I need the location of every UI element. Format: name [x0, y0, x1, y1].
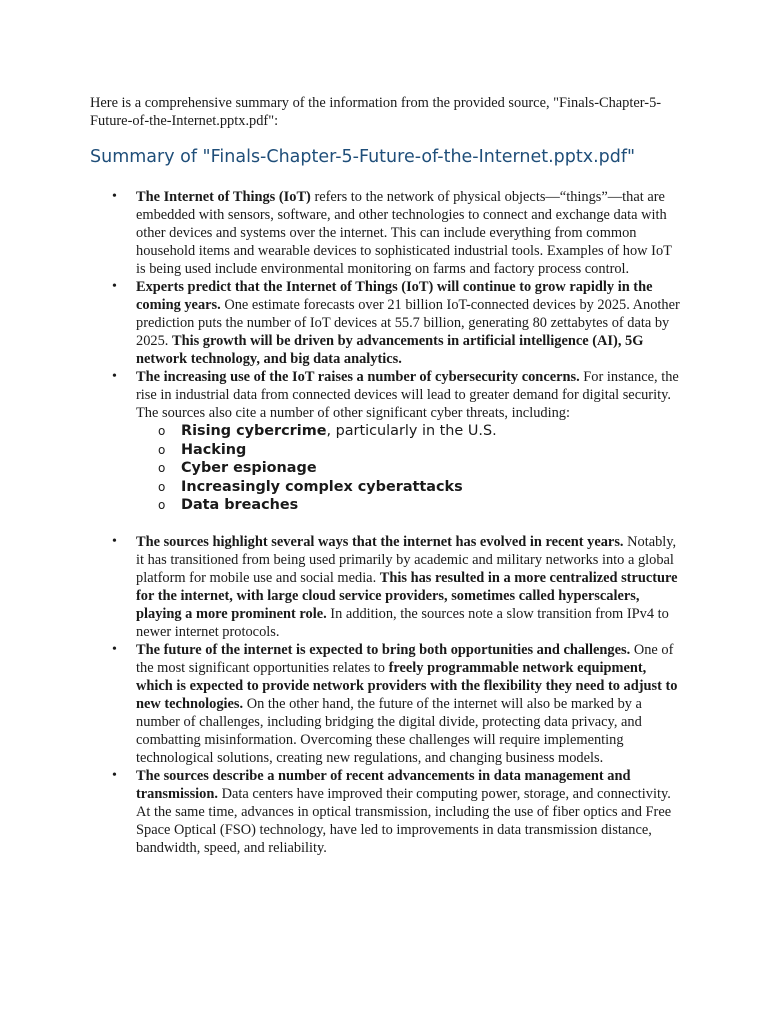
item-bold-text: This has resulted in a more centralized structure for the internet, with large cloud service providers, sometimes called hyperscalers, playing a more prominent role.: [136, 569, 678, 622]
item-text: For instance, the rise in industrial data from connected devices will lead to greater demand for digital security. The sources also cite a number of other significant cyber threats, including:: [136, 369, 679, 421]
cyber-threats-sublist: [136, 422, 682, 515]
bullet-icon: •: [112, 641, 117, 657]
item-text: One estimate forecasts over 21 billion IoT-connected devices by 2025. Another prediction puts the number of IoT devices at 55.7 billion, generating 80 zettabytes of data by 2025.: [136, 297, 680, 349]
item-bold-text: The future of the internet is expected to bring both opportunities and challenges.: [136, 641, 631, 658]
sub-item-bold-text: Cyber espionage: [181, 460, 317, 476]
intro-paragraph: Here is a comprehensive summary of the information from the provided source, "Finals-Chapter-5-Future-of-the-Internet.pptx.pdf":: [90, 95, 662, 129]
sub-bullet-icon: o: [158, 461, 166, 475]
bullet-icon: •: [112, 279, 117, 294]
item-bold-text: The Internet of Things (IoT): [136, 189, 311, 205]
item-bold-text: The increasing use of the IoT raises a number of cybersecurity concerns.: [136, 369, 580, 385]
list-item: [0, 533, 682, 641]
sub-list-item: [136, 459, 682, 478]
bullet-icon: •: [112, 189, 117, 204]
item-text: On the other hand, the future of the internet will also be marked by a number of challenges, including bridging the digital divide, protecting data privacy, and combatting misinformation. Overcoming these challenges will require implementing technological solutions, creating new regulations, and changing business models.: [136, 695, 642, 766]
sub-list-item: [136, 441, 682, 460]
list-item: [0, 278, 682, 368]
list-item: [0, 188, 682, 278]
bullet-icon: •: [112, 533, 117, 549]
sub-bullet-icon: o: [158, 498, 166, 512]
item-bold-text: The sources describe a number of recent advancements in data management and transmission.: [136, 767, 631, 802]
bullet-icon: •: [112, 369, 117, 384]
item-text: In addition, the sources note a slow transition from IPv4 to newer internet protocols.: [136, 605, 669, 640]
sub-list-item: [136, 422, 682, 441]
item-bold-text: The sources highlight several ways that the internet has evolved in recent years.: [136, 533, 624, 550]
sub-bullet-icon: o: [158, 424, 166, 438]
sub-item-bold-text: Hacking: [181, 441, 247, 458]
sub-bullet-icon: o: [158, 442, 166, 457]
list-item: [0, 767, 682, 857]
list-item: [0, 368, 682, 533]
sub-list-item: [136, 496, 682, 515]
list-item: [0, 641, 682, 767]
item-bold-text: Experts predict that the Internet of Things (IoT) will continue to grow rapidly in the coming years.: [136, 279, 653, 313]
summary-list: [0, 188, 768, 857]
sub-list-item: [136, 478, 682, 497]
sub-bullet-icon: o: [158, 479, 166, 494]
spacer: [136, 515, 682, 533]
sub-item-bold-text: Increasingly complex cyberattacks: [181, 478, 463, 495]
item-text: One of the most significant opportunities relates to: [136, 641, 674, 676]
sub-item-text: , particularly in the U.S.: [326, 423, 497, 439]
sub-item-bold-text: Rising cybercrime: [181, 423, 327, 439]
sub-item-bold-text: Data breaches: [181, 497, 299, 513]
item-text: Notably, it has transitioned from being used primarily by academic and military networks into a global platform for mobile use and social media.: [136, 533, 677, 586]
summary-heading: Summary of "Finals-Chapter-5-Future-of-the-Internet.pptx.pdf": [90, 147, 636, 167]
item-text: Data centers have improved their computing power, storage, and connectivity. At the same time, advances in optical transmission, including the use of fiber optics and Free Space Optical (FSO) technology, have led to improvements in data transmission distance, bandwidth, speed, and reliability.: [136, 785, 672, 856]
bullet-icon: •: [112, 767, 117, 783]
item-bold-text: This growth will be driven by advancements in artificial intelligence (AI), 5G network technology, and big data analytics.: [136, 333, 644, 367]
item-bold-text: freely programmable network equipment, which is expected to provide network providers with the flexibility they need to adjust to new technologies.: [136, 659, 678, 712]
item-text: refers to the network of physical objects—“things”—that are embedded with sensors, software, and other technologies to connect and exchange data with other devices and systems over the internet. This can include everything from common household items and wearable devices to sophisticated industrial tools. Examples of how IoT is being used include environmental monitoring on farms and factory process control.: [136, 189, 672, 277]
